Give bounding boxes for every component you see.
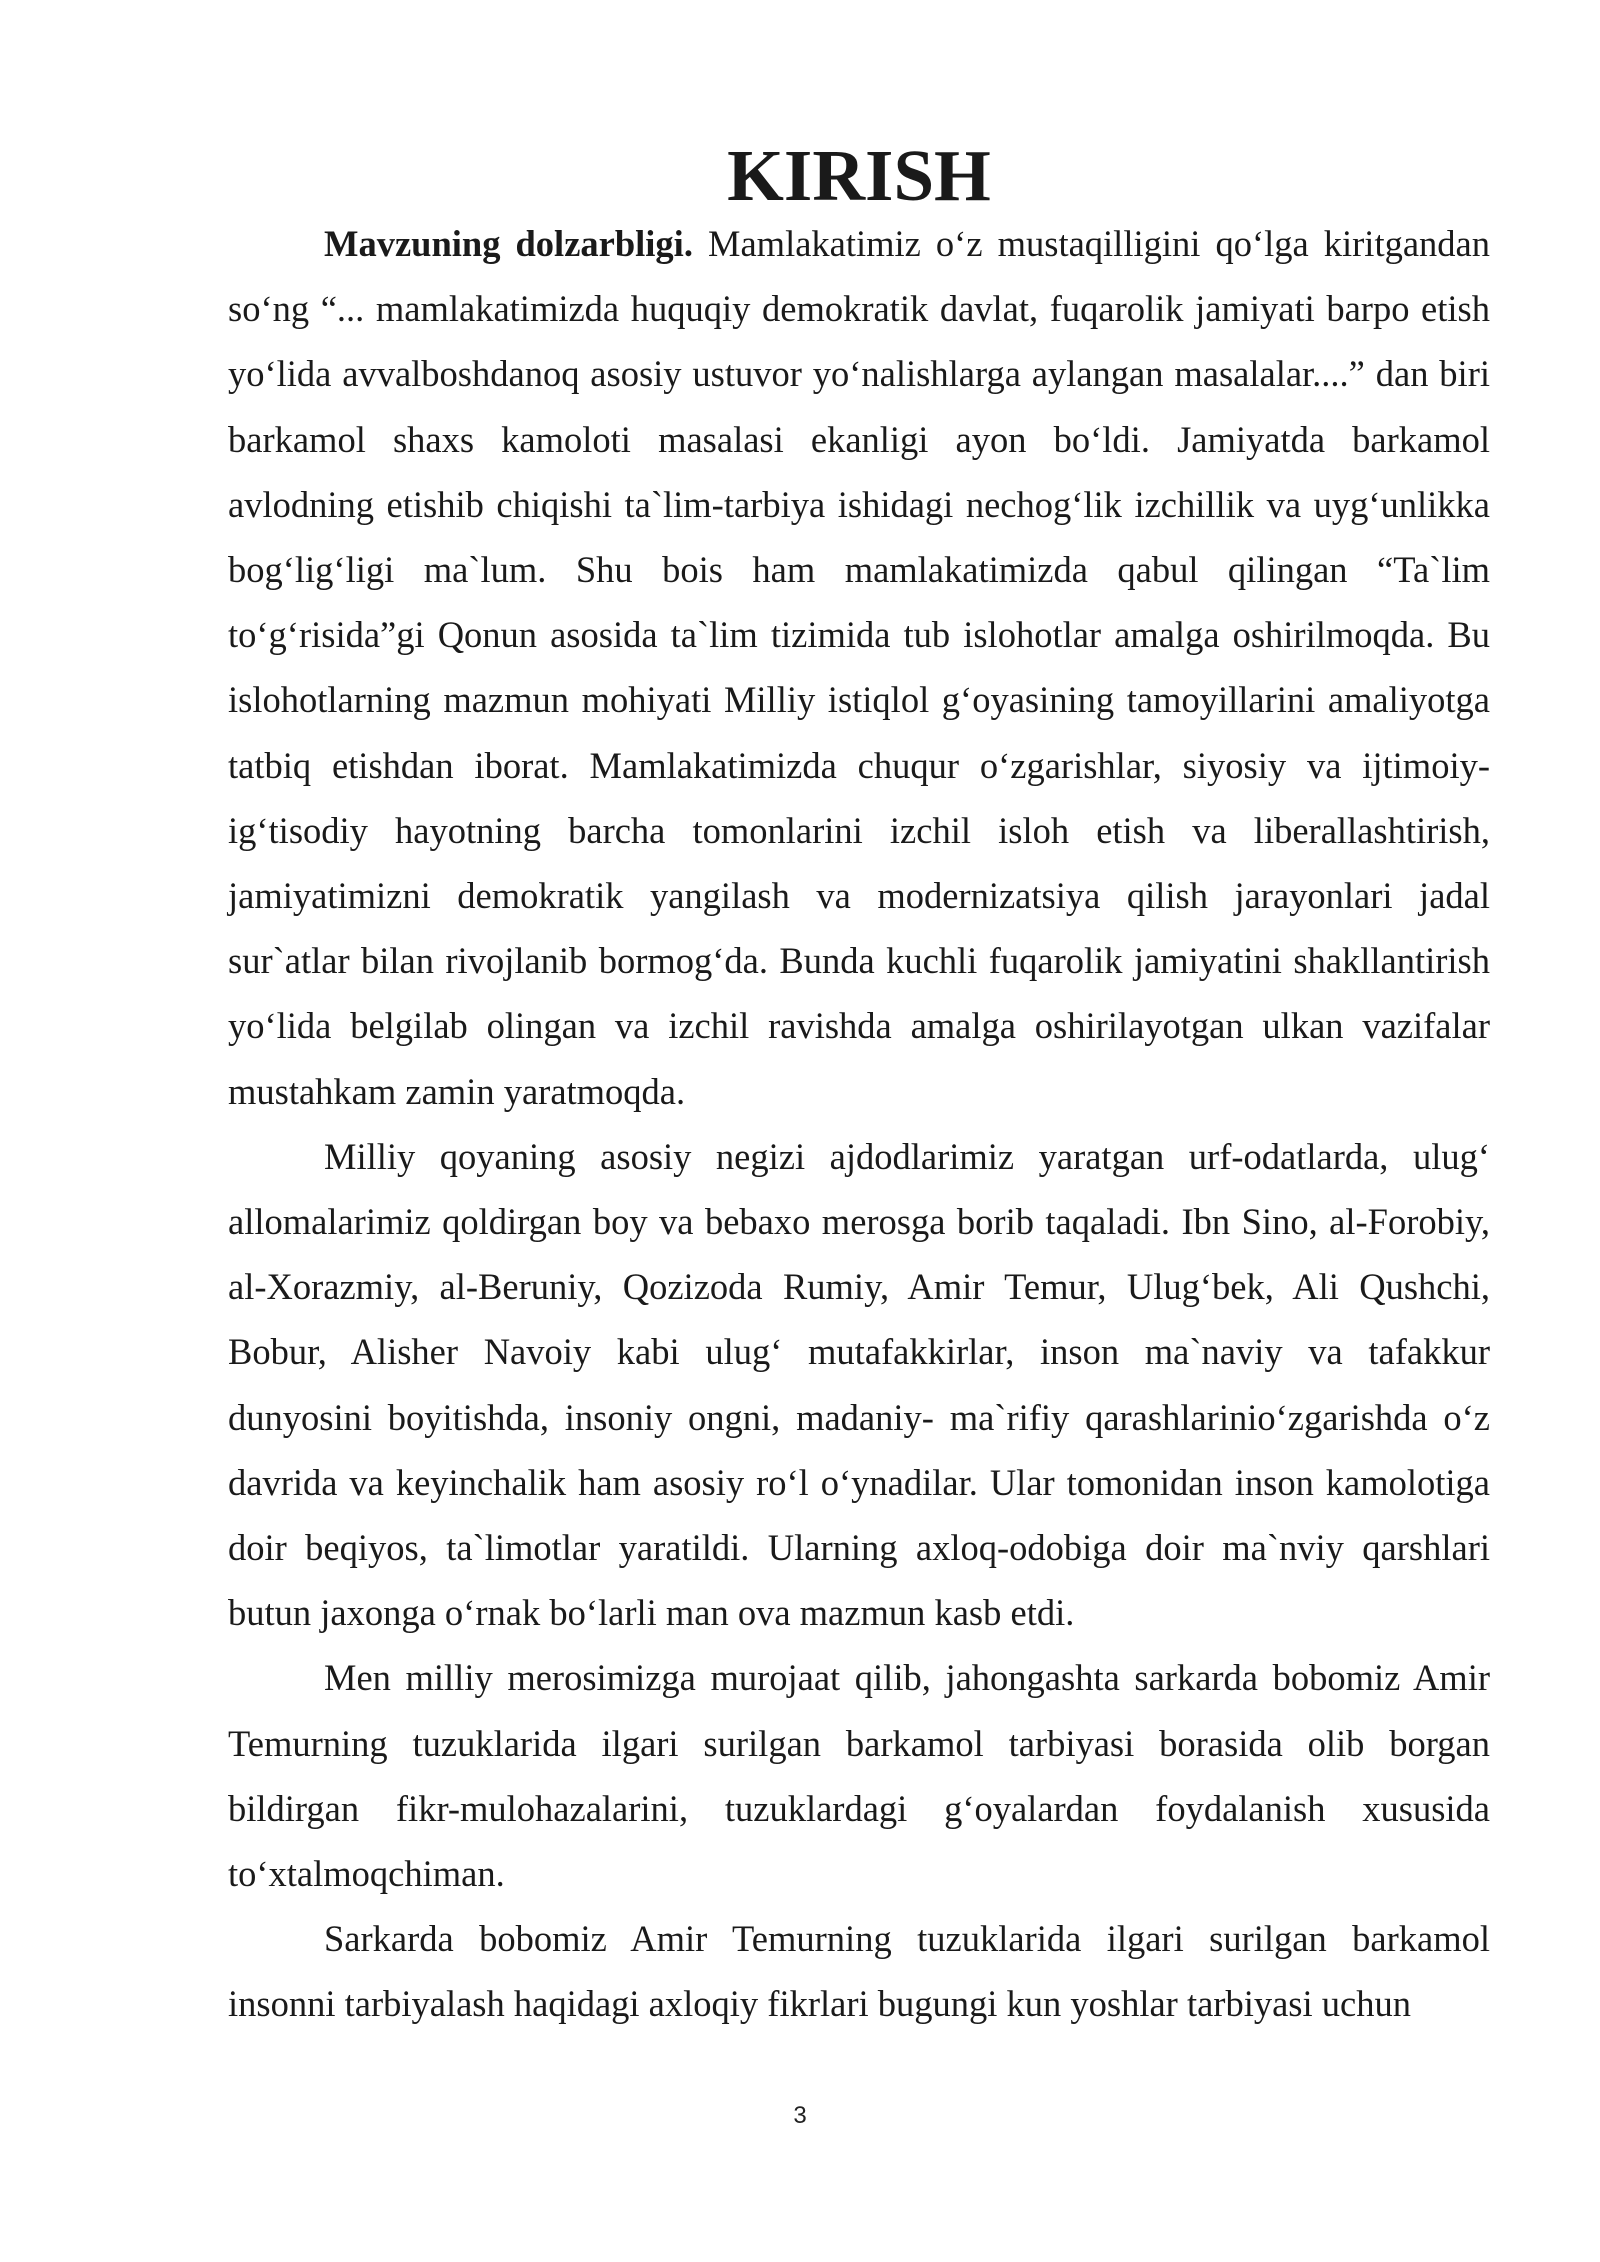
paragraph-temur-ideas bbox=[228, 1906, 1490, 2036]
paragraph-national-idea bbox=[228, 1124, 1490, 1646]
paragraph-heritage bbox=[228, 1645, 1490, 1906]
paragraph-text: Men milliy merosimizga murojaat qilib, jahongashta sarkarda bobomiz Amir Temurning tuzuklarida ilgari surilgan barkamol tarbiyasi borasida olib borgan bildirgan fikr-mulohazalarini, tuzuklardagi g‘oyalardan foydalanish xususida to‘xtalmoqchiman. bbox=[228, 1657, 1490, 1895]
paragraph-text: Milliy qoyaning asosiy negizi ajdodlarimiz yaratgan urf-odatlarda, ulug‘ allomalarimiz qoldirgan boy va bebaxo merosga borib taqaladi. Ibn Sino, al-Forobiy, al-Xorazmiy, al-Beruniy, Qozizoda Rumiy, Amir Temur, Ulug‘bek, Ali Qushchi, Bobur, Alisher Navoiy kabi ulug‘ mutafakkirlar, inson ma`naviy va tafakkur dunyosini boyitishda, insoniy ongni, madaniy- ma`rifiy qarashlarinio‘zgarishda o‘z davrida va keyinchalik ham asosiy ro‘l o‘ynadilar. Ular tomonidan inson kamolotiga doir beqiyos, ta`limotlar yaratildi. Ularning axloq-odobiga doir ma`nviy qarshlari butun jaxonga o‘rnak bo‘larli man ova mazmun kasb etdi. bbox=[228, 1135, 1490, 1634]
page-title: KIRISH bbox=[727, 135, 991, 216]
paragraph-lead: Mavzuning dolzarbligi. bbox=[324, 223, 693, 264]
paragraph-text: Mamlakatimiz o‘z mustaqilligini qo‘lga kiritgandan so‘ng “... mamlakatimizda huquqiy demokratik davlat, fuqarolik jamiyati barpo etish yo‘lida avvalboshdanoq asosiy ustuvor yo‘nalishlarga aylangan masalalar....” dan biri barkamol shaxs kamoloti masalasi ekanligi ayon bo‘ldi. Jamiyatda barkamol avlodning etishib chiqishi ta`lim-tarbiya ishidagi nechog‘lik izchillik va uyg‘unlikka bog‘lig‘ligi ma`lum. Shu bois ham mamlakatimizda qabul qilingan “Ta`lim to‘g‘risida”gi Qonun asosida ta`lim tizimida tub islohotlar amalga oshirilmoqda. Bu islohotlarning mazmun mohiyati Milliy istiqlol g‘oyasining tamoyillarini amaliyotga tatbiq etishdan iborat. Mamlakatimizda chuqur o‘zgarishlar, siyosiy va ijtimoiy-ig‘tisodiy hayotning barcha tomonlarini izchil isloh etish va liberallashtirish, jamiyatimizni demokratik yangilash va modernizatsiya qilish jarayonlari jadal sur`atlar bilan rivojlanib bormog‘da. Bunda kuchli fuqarolik jamiyatini shakllantirish yo‘lida belgilab olingan va izchil ravishda amalga oshirilayotgan ulkan vazifalar mustahkam zamin yaratmoqda. bbox=[228, 223, 1490, 1112]
paragraph-text: Sarkarda bobomiz Amir Temurning tuzuklarida ilgari surilgan barkamol insonni tarbiyalash haqidagi axloqiy fikrlari bugungi kun yoshlar tarbiyasi uchun bbox=[228, 1918, 1490, 2025]
paragraph-relevance bbox=[228, 211, 1490, 1124]
page-number: 3 bbox=[793, 2102, 807, 2129]
document-body bbox=[228, 135, 1490, 2037]
